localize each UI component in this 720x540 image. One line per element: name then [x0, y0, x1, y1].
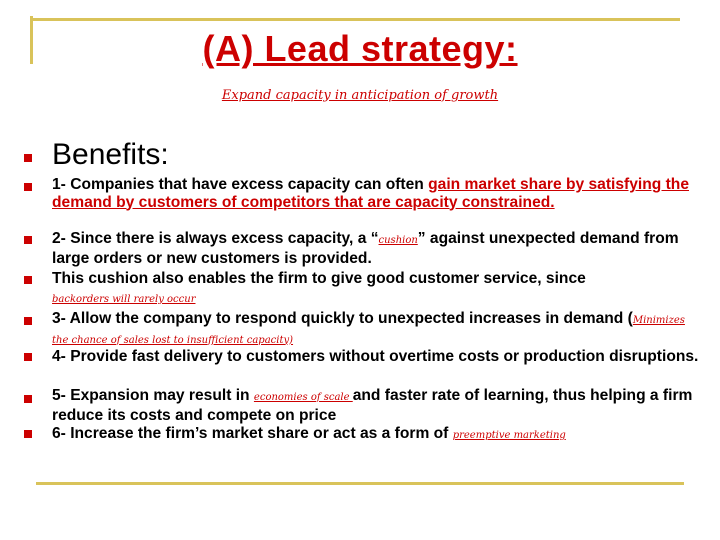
- bullet-marker: [24, 236, 32, 244]
- bottom-border-line: [36, 482, 684, 485]
- benefit-4: [52, 348, 702, 366]
- benefit-4-text: 4- Provide fast delivery to customers without overtime costs or production disruptions.: [52, 348, 699, 365]
- bullet-marker: [24, 430, 32, 438]
- bullet-marker: [24, 395, 32, 403]
- benefit-1-highlight: gain market share by satisfying the demand by customers of competitors that are capacity constrained.: [52, 176, 689, 211]
- benefit-2: [52, 230, 702, 267]
- benefits-heading: Benefits:: [52, 138, 169, 171]
- top-border-line: [32, 18, 680, 21]
- benefit-2-highlight: cushion: [378, 235, 418, 246]
- benefit-3: [52, 310, 702, 349]
- benefit-5: [52, 387, 702, 424]
- slide-title: (A) Lead strategy:: [202, 28, 518, 69]
- bullet-marker: [24, 183, 32, 191]
- benefit-2-text: 2- Since there is always excess capacity, a “: [52, 230, 379, 247]
- benefit-5-text: 5- Expansion may result in: [52, 387, 254, 404]
- benefit-6-text: 6- Increase the firm’s market share or act as a form of: [52, 425, 453, 442]
- slide-subtitle: Expand capacity in anticipation of growth: [221, 88, 499, 103]
- benefit-2-continuation: [52, 270, 702, 288]
- benefit-6: [52, 425, 702, 445]
- bullet-marker: [24, 353, 32, 361]
- bullet-marker: [24, 317, 32, 325]
- benefit-5-text-end: and faster rate of learning, thus helping a firm reduce its costs and compete on price: [52, 387, 693, 424]
- benefit-1: [52, 176, 702, 211]
- benefit-3-text: 3- Allow the company to respond quickly to unexpected increases in demand (: [52, 310, 633, 327]
- benefit-2-text-end: ” against unexpected demand from large orders or new customers is provided.: [52, 230, 679, 267]
- benefit-1-text: 1- Companies that have excess capacity can often: [52, 176, 429, 193]
- benefit-2c-text: This cushion also enables the firm to give good customer service, since: [52, 270, 586, 287]
- benefit-2c-highlight: backorders will rarely occur: [52, 294, 196, 305]
- benefit-3-highlight: Minimizes the chance of sales lost to insufficient capacity): [52, 315, 685, 346]
- bullet-marker: [24, 154, 32, 162]
- benefit-5-highlight: economies of scale: [253, 392, 353, 403]
- bullet-marker: [24, 276, 32, 284]
- benefit-6-highlight: preemptive marketing: [452, 430, 566, 441]
- benefit-2-continuation-hl: [52, 289, 702, 309]
